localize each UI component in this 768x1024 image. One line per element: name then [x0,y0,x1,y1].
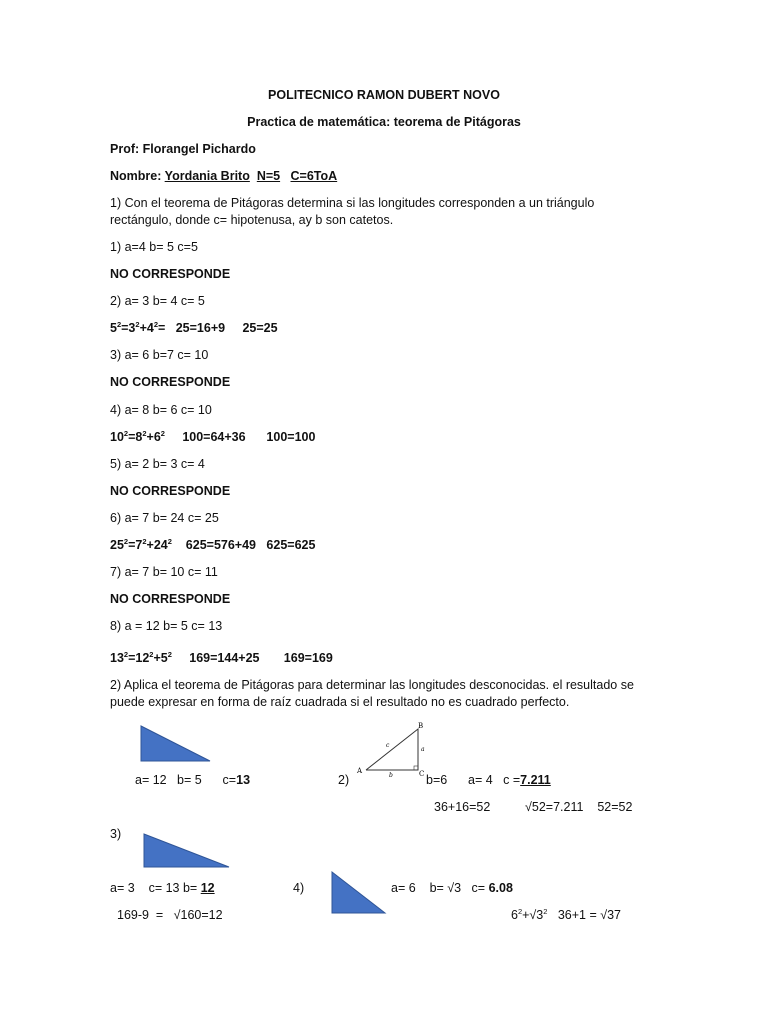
problem2-values: b=6 a= 4 c =7.211 [426,773,551,787]
prof-line: Prof: Florangel Pichardo [110,142,256,156]
question-8: 8) a = 12 b= 5 c= 13 [110,619,223,633]
problem3-values: a= 3 c= 13 b= 12 [110,881,215,895]
question-1: 1) a=4 b= 5 c=5 [110,240,198,254]
question-4: 4) a= 8 b= 6 c= 10 [110,403,212,417]
student-name: Yordania Brito [164,169,250,183]
side-c-label: c [386,742,390,749]
section2-instruction-1: 2) Aplica el teorema de Pitágoras para determinar las longitudes desconocidas. el resultado se [110,678,634,692]
school-title: POLITECNICO RAMON DUBERT NOVO [268,88,500,102]
student-course: C=6ToA [290,169,338,183]
problem4-answer: 6.08 [488,881,513,895]
question-2: 2) a= 3 b= 4 c= 5 [110,294,205,308]
answer-5: NO CORRESPONDE [110,484,231,498]
answer-1: NO CORRESPONDE [110,267,231,281]
problem1-values: a= 12 b= 5 c=13 [135,773,251,787]
problem4-number: 4) [293,881,305,895]
answer-7: NO CORRESPONDE [110,592,231,606]
problem1-answer: 13 [236,773,251,787]
problem2-work: 36+16=52 √52=7.211 52=52 [434,800,633,814]
problem4-triangle [330,870,388,916]
problem3-work: 169-9 = √160=12 [117,908,223,922]
question-7: 7) a= 7 b= 10 c= 11 [110,565,218,579]
side-a-label: a [421,746,425,753]
answer-2: $5^2=3^2+4^2= 25=16+9$ 25=25 [110,320,278,335]
answer-8: $13^2=12^2+5^2$ 169=144+25 169=169 [110,650,333,665]
answer-3: NO CORRESPONDE [110,375,231,389]
name-label: Nombre: [110,169,162,183]
question-6: 6) a= 7 b= 24 c= 25 [110,511,219,525]
answer-4: $10^2=8^2+6^2$ 100=64+36 100=100 [110,429,316,444]
problem2-number: 2) [338,773,350,787]
section1-instruction-2: rectángulo, donde c= hipotenusa, ay b son catetos. [110,213,394,227]
vertex-b-label: B [418,722,424,730]
problem1-triangle [139,724,213,764]
problem2-answer: 7.211 [520,773,551,787]
student-number: N=5 [256,169,281,183]
name-line [110,169,337,184]
section1-instruction-1: 1) Con el teorema de Pitágoras determina si las longitudes corresponden a un triángulo [110,196,595,210]
vertex-a-label: A [357,767,363,775]
problem2-labeled-triangle [352,720,432,788]
problem4-work: $6^2+√3^2$ 36+1 = √37 [511,907,622,922]
section2-instruction-2: puede expresar en forma de raíz cuadrada si el resultado no es cuadrado perfecto. [110,695,570,709]
answer-6: $25^2=7^2+24^2$ 625=576+49 625=625 [110,537,316,552]
problem3-number: 3) [110,827,122,841]
side-b-label: b [389,772,393,779]
subject-title: Practica de matemática: teorema de Pitágoras [247,115,521,129]
question-5: 5) a= 2 b= 3 c= 4 [110,457,205,471]
problem3-triangle [142,832,232,870]
vertex-c-label: C [419,770,425,778]
question-3: 3) a= 6 b=7 c= 10 [110,348,209,362]
problem4-values: a= 6 b= √3 c= 6.08 [391,881,513,895]
problem3-answer: 12 [200,881,215,895]
